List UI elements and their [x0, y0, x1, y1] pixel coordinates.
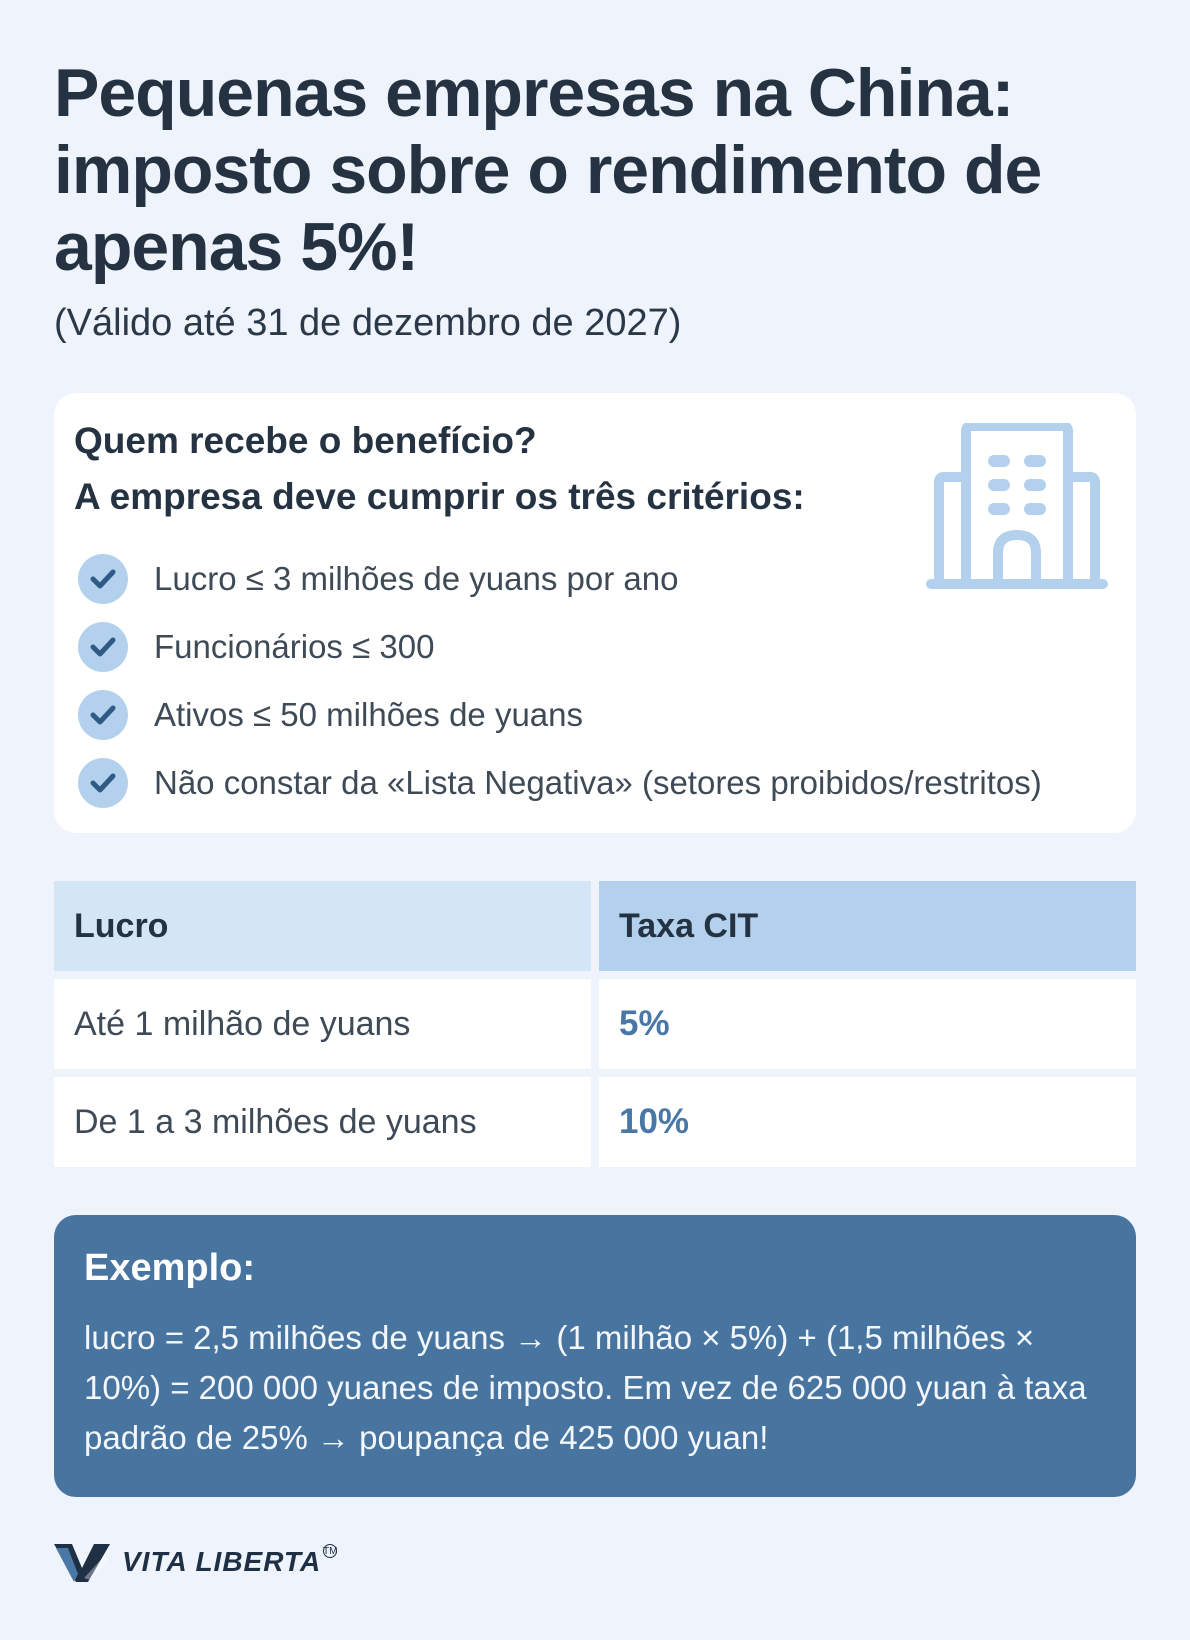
example-box [54, 1215, 1136, 1497]
table-header-row [54, 881, 1136, 971]
check-icon [78, 758, 128, 808]
table-row [54, 1077, 1136, 1167]
criteria-item [78, 681, 1042, 749]
criteria-employees: Funcionários ≤ 300 [154, 628, 435, 665]
criteria-list [78, 545, 1042, 817]
criteria-item [78, 613, 1042, 681]
rate-table [54, 881, 1136, 1175]
brand-name: VITA LIBERTA [122, 1546, 322, 1577]
criteria-item [78, 749, 1042, 817]
row-profit: Até 1 milhão de yuans [54, 979, 591, 1069]
criteria-item [78, 545, 1042, 613]
check-icon [78, 690, 128, 740]
header-cit-rate: Taxa CIT [599, 881, 1136, 971]
criteria-negative-list: Não constar da «Lista Negativa» (setores proibidos/restritos) [154, 764, 1042, 801]
criteria-heading [74, 413, 854, 525]
table-row [54, 979, 1136, 1069]
criteria-requirement: A empresa deve cumprir os três critérios: [74, 476, 805, 517]
criteria-assets: Ativos ≤ 50 milhões de yuans [154, 696, 583, 733]
title-line-2: imposto sobre o rendimento de [54, 132, 1042, 208]
header-profit: Lucro [54, 881, 591, 971]
example-text: lucro = 2,5 milhões de yuans → (1 milhão × 5%) + (1,5 milhões × 10%) = 200 000 yuanes de imposto. Em vez de 625 000 yuan à taxa padrão de 25% → poupança de 425 000 yuan! [84, 1319, 1087, 1456]
row-rate: 10% [599, 1077, 1136, 1167]
trademark-symbol: TM [322, 1545, 338, 1557]
criteria-card [54, 393, 1136, 833]
vita-liberta-logo-icon [54, 1540, 110, 1584]
validity-subtitle: (Válido até 31 de dezembro de 2027) [54, 302, 682, 344]
title-line-1: Pequenas empresas na China: [54, 55, 1014, 131]
title-line-3: apenas 5%! [54, 209, 419, 285]
criteria-profit: Lucro ≤ 3 milhões de yuans por ano [154, 560, 679, 597]
page-title [54, 55, 1114, 286]
row-profit: De 1 a 3 milhões de yuans [54, 1077, 591, 1167]
brand [54, 1540, 337, 1584]
criteria-question: Quem recebe o benefício? [74, 420, 537, 461]
check-icon [78, 554, 128, 604]
check-icon [78, 622, 128, 672]
row-rate: 5% [599, 979, 1136, 1069]
example-title: Exemplo: [84, 1247, 256, 1289]
